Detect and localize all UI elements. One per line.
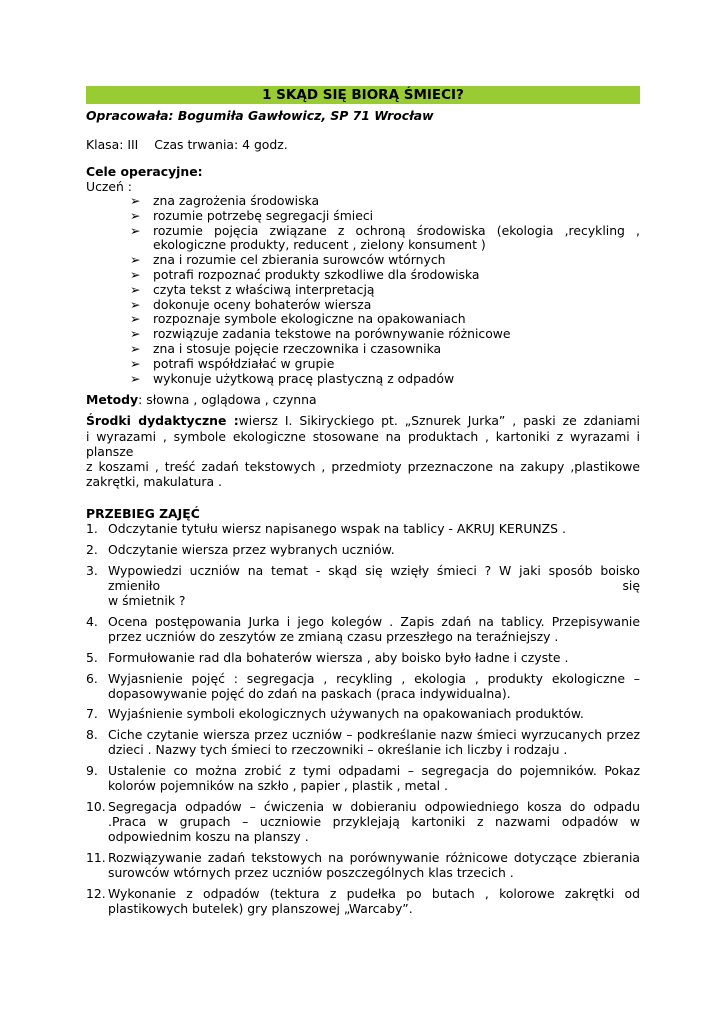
step-item: 5. Formułowanie rad dla bohaterów wiersza , aby boisko było ładne i czyste . — [86, 649, 569, 665]
class-label: Klasa: III — [86, 137, 139, 152]
goal-item: ➢ czyta tekst z właściwą interpretacją — [130, 281, 375, 297]
goal-item: ➢ dokonuje oceny bohaterów wiersza — [130, 296, 372, 312]
step-item: 12. Wykonanie z odpadów (tektura z pudełka po butach , kolorowe zakrętki od plastikowych butelek) gry planszowej „Warcaby”. — [86, 885, 640, 917]
goal-item: ➢ rozpoznaje symbole ekologiczne na opakowaniach — [130, 311, 466, 327]
step-item: 2. Odczytanie wiersza przez wybranych uczniów. — [86, 542, 395, 558]
arrow-bullet-icon: ➢ — [130, 222, 141, 238]
arrow-bullet-icon: ➢ — [130, 207, 141, 223]
class-info — [86, 137, 640, 153]
goal-item: ➢ rozumie potrzebę segregacji śmieci — [130, 207, 374, 223]
teaching-aids: Środki dydaktyczne :wiersz I. Sikiryckiego pt. „Sznurek Jurka” , paski ze zdaniami i wyrazami , symbole ekologiczne stosowane na produktach , kartoniki z wyrazami i plansze z koszami , treść zadań tekstowych , przedmioty przeznaczone na zakupy ,plastikowe zakrętki, makulatura . — [86, 413, 640, 490]
document-page — [86, 86, 640, 922]
step-item: 1. Odczytanie tytułu wiersz napisanego wspak na tablicy - AKRUJ KERUNZS . — [86, 521, 566, 537]
goal-item: ➢ potrafi współdziałać w grupie — [130, 355, 335, 371]
student-label: Uczeń : — [86, 179, 132, 194]
goal-item: ➢ potrafi rozpoznać produkty szkodliwe dla środowiska — [130, 266, 480, 282]
arrow-bullet-icon: ➢ — [130, 281, 141, 297]
goal-item: ➢ zna i stosuje pojęcie rzeczownika i czasownika — [130, 340, 442, 356]
author-line: Opracowała: Bogumiła Gawłowicz, SP 71 Wrocław — [86, 108, 434, 123]
goal-item: ➢ wykonuje użytkową pracę plastyczną z odpadów — [130, 370, 455, 386]
arrow-bullet-icon: ➢ — [130, 326, 141, 342]
step-item: 9. Ustalenie co można zrobić z tymi odpadami – segregacja do pojemników. Pokaz kolorów pojemników na szkło , papier , plastik , metal . — [86, 763, 640, 794]
step-item: 3. Wypowiedzi uczniów na temat - skąd się wzięły śmieci ? W jaki sposób boisko zmieniło się w śmietnik ? — [86, 562, 640, 609]
step-item: 6. Wyjasnienie pojęć : segregacja , recykling , ekologia , produkty ekologiczne – dopasowywanie pojęć do zdań na paskach (praca indywidualna). — [86, 670, 640, 701]
arrow-bullet-icon: ➢ — [130, 252, 141, 268]
goals-list — [86, 194, 640, 386]
step-item: 11. Rozwiązywanie zadań tekstowych na porównywanie różnicowe dotyczące zbierania surowców wtórnych przez uczniów poszczególnych klas trzecich . — [86, 850, 640, 881]
duration-label: Czas trwania: 4 godz. — [154, 137, 288, 152]
arrow-bullet-icon: ➢ — [130, 340, 141, 356]
document-title: 1 SKĄD SIĘ BIORĄ ŚMIECI? — [86, 86, 640, 104]
step-item: 8. Ciche czytanie wiersza przez uczniów – podkreślanie nazw śmieci wyrzucanych przez dzieci . Nazwy tych śmieci to rzeczowniki – określanie ich liczby i rodzaju . — [86, 727, 640, 758]
arrow-bullet-icon: ➢ — [130, 193, 141, 208]
goal-item: ➢ rozwiązuje zadania tekstowe na porównywanie różnicowe — [130, 326, 511, 342]
step-item: 7. Wyjaśnienie symboli ekologicznych używanych na opakowaniach produktów. — [86, 706, 584, 722]
arrow-bullet-icon: ➢ — [130, 370, 141, 386]
arrow-bullet-icon: ➢ — [130, 311, 141, 327]
methods-line — [86, 392, 640, 408]
methods-text: : słowna , oglądowa , czynna — [138, 392, 317, 408]
goals-heading: Cele operacyjne: — [86, 164, 203, 179]
goal-item: ➢ zna i rozumie cel zbierania surowców wtórnych — [130, 252, 446, 268]
goal-item: ➢ zna zagrożenia środowiska — [130, 193, 320, 208]
aids-label: Środki dydaktyczne : — [86, 413, 239, 429]
methods-label: Metody — [86, 392, 139, 408]
step-item: 4. Ocena postępowania Jurka i jego kolegów . Zapis zdań na tablicy. Przepisywanie przez uczniów do zeszytów ze zmianą czasu przeszłego na teraźniejszy . — [86, 613, 640, 645]
lesson-steps — [86, 521, 640, 916]
lesson-plan-heading: PRZEBIEG ZAJĘĆ — [86, 506, 200, 522]
arrow-bullet-icon: ➢ — [130, 355, 141, 371]
goal-item: ➢ rozumie pojęcia związane z ochroną środowiska (ekologia ,recykling , ekologiczne produkty, reducent , zielony konsument ) — [130, 222, 640, 253]
arrow-bullet-icon: ➢ — [130, 266, 141, 282]
arrow-bullet-icon: ➢ — [130, 296, 141, 312]
step-item: 10. Segregacja odpadów – ćwiczenia w dobieraniu odpowiedniego kosza do odpadu .Praca w grupach – uczniowie przyklejają kartoniki z nazwami odpadów w odpowiednim koszu na planszy . — [86, 798, 640, 845]
